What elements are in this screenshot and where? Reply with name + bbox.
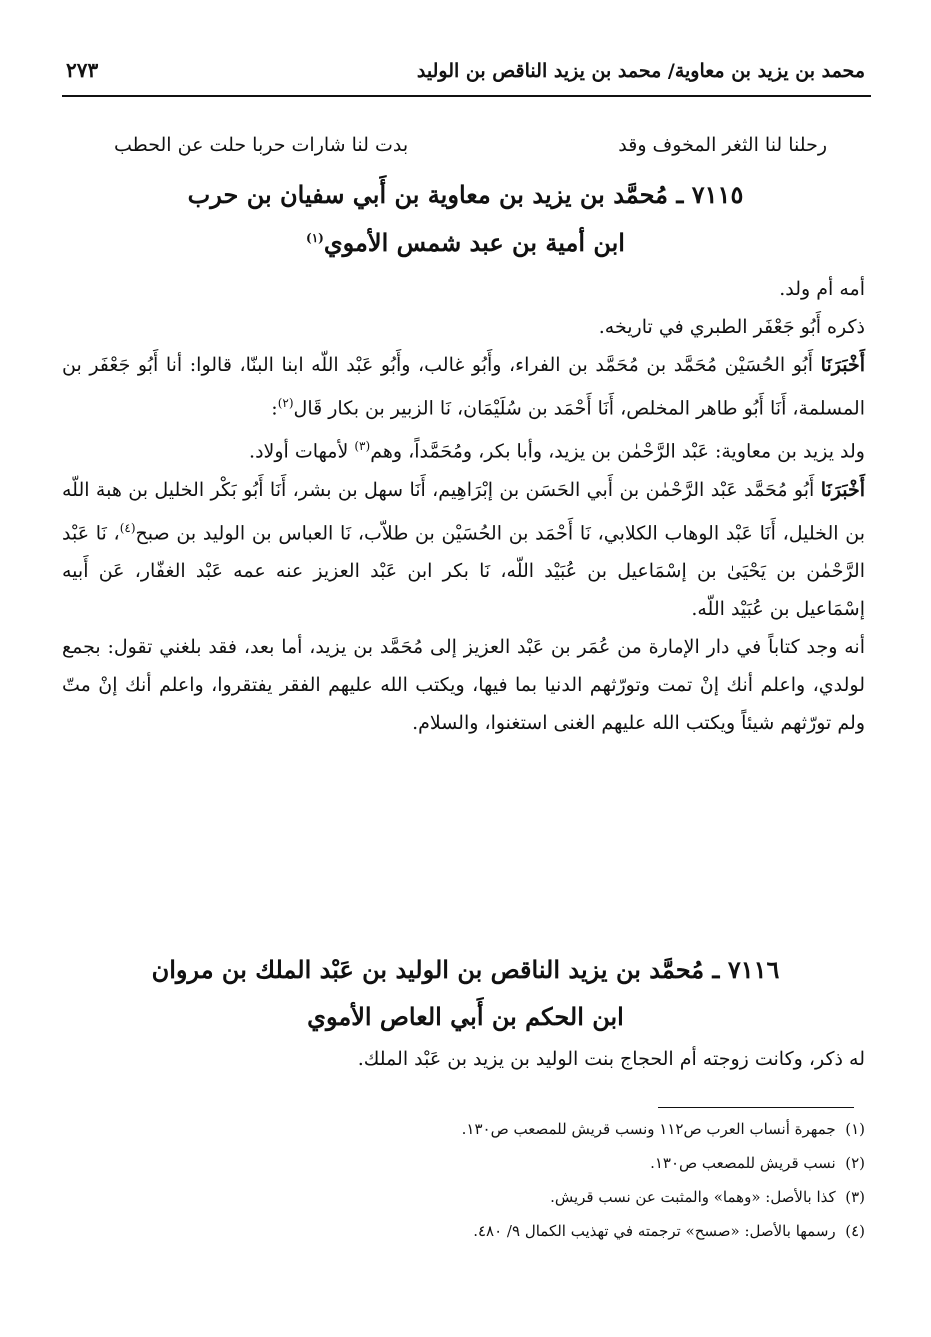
footnote-text: نسب قريش للمصعب ص١٣٠. [650, 1154, 836, 1172]
paragraph [62, 346, 865, 427]
poem-hemistich-second: بدت لنا شارات حربا حلت عن الحطب [114, 134, 409, 156]
entry-7115-body [62, 270, 865, 742]
isnad-lead: أَخْبَرَنَا [820, 478, 866, 501]
paragraph: أمه أم ولد. [779, 278, 865, 300]
text-end: لأمهات أولاد. [249, 440, 355, 463]
entry-7116-heading: ٧١١٦ ـ مُحمَّد بن يزيد الناقص بن الوليد بن عَبْد الملك بن مروان [151, 955, 780, 984]
footnote [180, 1222, 865, 1256]
isnad-text: أَبُو مُحَمَّد عَبْد الرَّحْمٰن بن أَبي الحَسَن بن إبْرَاهِيم، أَنَا سهل بن بشر، أَنَا أَبُو بَكْر الخليل بن هبة اللّه بن الخليل، أَنَا عَبْد الوهاب الكلابي، نَا أَحْمَد بن الحُسَيْن بن طلاّب، نَا العباس بن الوليد بن صبح [62, 478, 865, 544]
footnote-number: (٣) [845, 1188, 865, 1206]
text-end: ، نَا عَبْد الرَّحْمٰن بن يَحْيَىٰ بن إسْمَاعيل بن عُبَيْد اللّه، نَا بكر ابن عَبْد العزيز عنه عمه عَبْد الغفّار، عَن أَبيه إسْمَاعيل بن عُبَيْد اللّه. [62, 521, 865, 620]
footnote-number: (١) [845, 1120, 865, 1138]
entry-7115-heading-line2 [60, 228, 871, 257]
page-number: ٢٧٣ [66, 58, 99, 82]
footnote-text: كذا بالأصل: «وهما» والمثبت عن نسب قريش. [550, 1188, 836, 1206]
paragraph [62, 471, 865, 628]
footnote [180, 1188, 865, 1222]
footnote-text: رسمها بالأصل: «صسح» ترجمته في تهذيب الكمال ٩/ ٤٨٠. [473, 1222, 836, 1240]
footnote-ref: (٤) [119, 520, 136, 535]
paragraph: ذكره أَبُو جَعْفَر الطبري في تاريخه. [598, 316, 865, 338]
entry-7115-heading: ٧١١٥ ـ مُحمَّد بن يزيد بن معاوية بن أَبي سفيان بن حرب [187, 180, 744, 209]
footnote-ref: (٢) [277, 396, 294, 410]
footnote-ref: (١) [306, 231, 324, 245]
running-header-title: محمد بن يزيد بن معاوية/ محمد بن يزيد الناقص بن الوليد [416, 60, 865, 82]
footnote-text: جمهرة أنساب العرب ص١١٢ ونسب قريش للمصعب ص١٣٠. [461, 1120, 836, 1138]
footnotes [180, 1120, 865, 1256]
paragraph: له ذكر، وكانت زوجته أم الحجاج بنت الوليد بن يزيد بن عَبْد الملك. [357, 1048, 865, 1070]
entry-7116-body [62, 1040, 865, 1078]
paragraph-text: ولد يزيد بن معاوية: عَبْد الرَّحْمٰن بن يزيد، وأبا بكر، ومُحَمَّداً، وهم [370, 440, 865, 463]
header-rule [62, 95, 871, 97]
isnad-text: أَبُو الحُسَيْن مُحَمَّد بن مُحَمَّد بن الفراء، وأَبُو غالب، وأَبُو عَبْد اللّه ابنا البنّا، قالوا: أنا أَبُو جَعْفَر بن المسلمة، أَنَا أَبُو طاهر المخلص، أَنَا أَحْمَد بن سُلَيْمَان، نَا الزبير بن بكار قَال [62, 354, 865, 420]
footnote-rule [658, 1107, 854, 1108]
paragraph: أنه وجد كتاباً في دار الإمارة من عُمَر بن عَبْد العزيز إلى مُحَمَّد بن يزيد، أما بعد، فقد بلغني تقول: بجمع لولدي، واعلم أنك إنْ تمت وتورّثهم الدنيا بما فيها، ويكتب الله عليهم الفقر يفتقروا، واعلم أنك إنْ متّ ولم تورّثهم شيئاً ويكتب الله عليهم الغنى استغنوا، والسلام. [62, 635, 865, 734]
footnote [180, 1154, 865, 1188]
footnote-ref: (٣) [354, 439, 371, 454]
text-end: : [271, 397, 278, 420]
footnote-number: (٢) [845, 1154, 865, 1172]
paragraph [62, 427, 865, 470]
heading-text: ابن أمية بن عبد شمس الأموي [323, 228, 625, 257]
footnote [180, 1120, 865, 1154]
footnote-number: (٤) [845, 1222, 865, 1240]
isnad-lead: أَخْبَرَنَا [820, 354, 865, 376]
poem-hemistich-first: رحلنا لنا الثغر المخوف وقد [618, 134, 827, 156]
entry-7116-heading-line2: ابن الحكم بن أَبي العاص الأموي [307, 1002, 624, 1031]
